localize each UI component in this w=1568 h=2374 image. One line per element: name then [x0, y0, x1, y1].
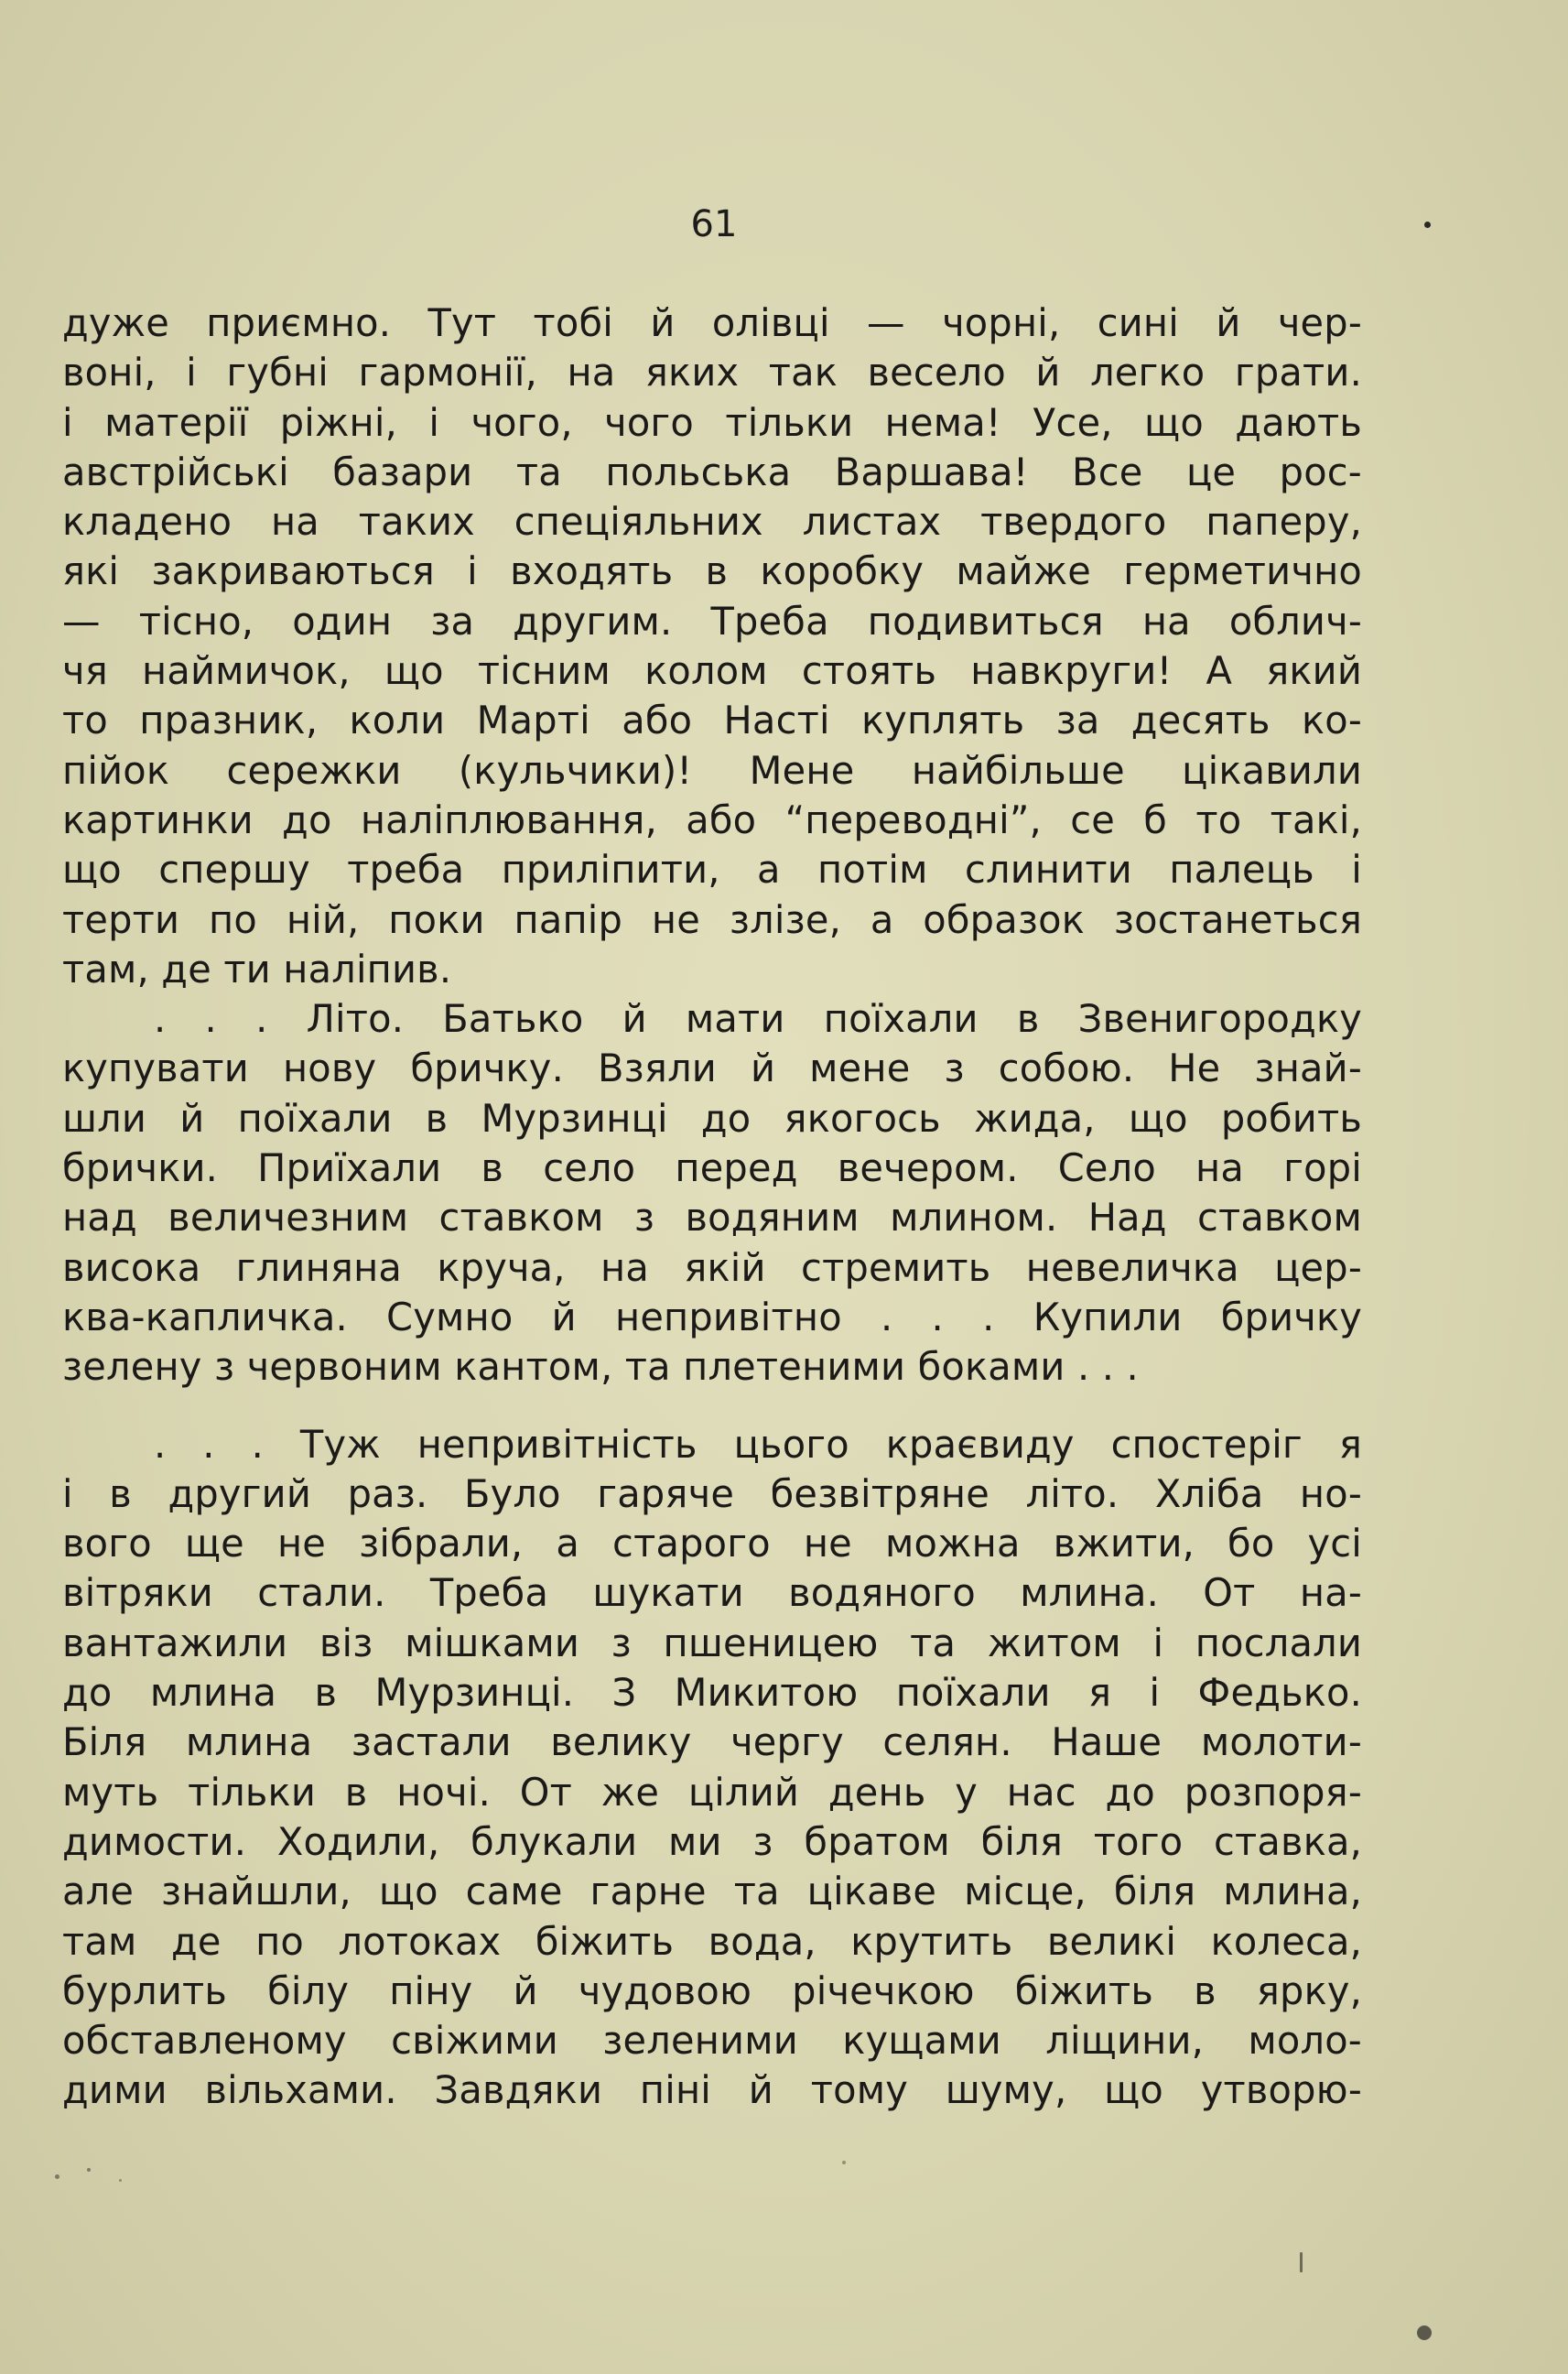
text-line: — тісно, один за другим. Треба подивиться на облич- [62, 598, 1362, 644]
text-line: Біля млина застали велику чергу селян. Наше молоти- [62, 1719, 1362, 1765]
text-line: австрійські базари та польська Варшава! Все це рос- [62, 449, 1362, 494]
scan-speck [1424, 222, 1431, 228]
text-line: які закриваються і входять в коробку майже герметично [62, 548, 1362, 594]
paragraph-2 [62, 994, 1362, 1392]
text-line: вого ще не зібрали, а старого не можна вжити, бо усі [62, 1521, 1362, 1566]
text-line: муть тільки в ночі. От же цілий день у нас до розпоря- [62, 1769, 1362, 1815]
text-line: над величезним ставком з водяним млином. Над ставком [62, 1195, 1362, 1241]
text-line: воні, і губні гармонії, на яких так весело й легко грати. [62, 350, 1362, 396]
text-line: висока глиняна круча, на якій стремить невеличка цер- [62, 1244, 1362, 1290]
text-line: вітряки стали. Треба шукати водяного млина. От на- [62, 1570, 1362, 1616]
scan-speck [842, 2161, 846, 2164]
paragraph-3 [62, 1420, 1362, 2116]
text-line: ква-капличка. Сумно й непривітно . . . Купили бричку [62, 1294, 1362, 1339]
paragraph-1 [62, 298, 1362, 994]
text-line: зелену з червоним кантом, та плетеними боками . . . [62, 1344, 1139, 1390]
text-line: брички. Приїхали в село перед вечером. Село на горі [62, 1145, 1362, 1191]
text-line: . . . Туж непривітність цього краєвиду спостеріг я [154, 1421, 1362, 1467]
text-line: кладено на таких спеціяльних листах твердого паперу, [62, 499, 1362, 545]
text-line: купувати нову бричку. Взяли й мене з собою. Не знай- [62, 1046, 1362, 1091]
scan-speck [55, 2174, 59, 2179]
scan-speck [119, 2179, 122, 2182]
text-line: там де по лотоках біжить вода, крутить великі колеса, [62, 1918, 1362, 1964]
text-line: дими вільхами. Завдяки піні й тому шуму, що утворю- [62, 2067, 1362, 2113]
text-line: і матерії ріжні, і чого, чого тільки нема! Усе, що дають [62, 399, 1362, 445]
text-line: то празник, коли Марті або Насті куплять за десять ко- [62, 698, 1362, 743]
text-line: але знайшли, що саме гарне та цікаве місце, біля млина, [62, 1869, 1362, 1914]
text-line: . . . Літо. Батько й мати поїхали в Звенигородку [154, 996, 1362, 1042]
scan-speck [1417, 2325, 1432, 2340]
text-line: бурлить білу піну й чудовою річечкою біжить в ярку, [62, 1967, 1362, 2013]
body-text [62, 298, 1362, 2116]
page-number: 61 [690, 203, 738, 245]
text-line: димости. Ходили, блукали ми з братом біля того ставка, [62, 1818, 1362, 1864]
text-line: пійок сережки (кульчики)! Мене найбільше цікавили [62, 747, 1362, 793]
text-line: шли й поїхали в Мурзинці до якогось жида, що робить [62, 1095, 1362, 1141]
scan-speck [1300, 2252, 1303, 2272]
text-line: і в другий раз. Було гаряче безвітряне літо. Хліба но- [62, 1470, 1362, 1516]
text-line: дуже приємно. Тут тобі й олівці — чорні, сині й чер- [62, 300, 1362, 345]
text-line: вантажили віз мішками з пшеницею та житом і послали [62, 1620, 1362, 1665]
text-line: чя наймичок, що тісним колом стоять навкруги! А який [62, 648, 1362, 694]
scan-speck [87, 2168, 91, 2172]
text-line: до млина в Мурзинці. З Микитою поїхали я і Федько. [62, 1670, 1362, 1716]
text-line: картинки до наліплювання, або “переводні”, се б то такі, [62, 797, 1362, 842]
paragraph-gap [62, 1393, 1362, 1420]
text-line: там, де ти наліпив. [62, 946, 452, 992]
text-line: що спершу треба приліпити, а потім слинити палець і [62, 847, 1362, 893]
text-line: терти по ній, поки папір не злізе, а образок зостанеться [62, 896, 1362, 942]
text-line: обставленому свіжими зеленими кущами ліщини, моло- [62, 2018, 1362, 2064]
